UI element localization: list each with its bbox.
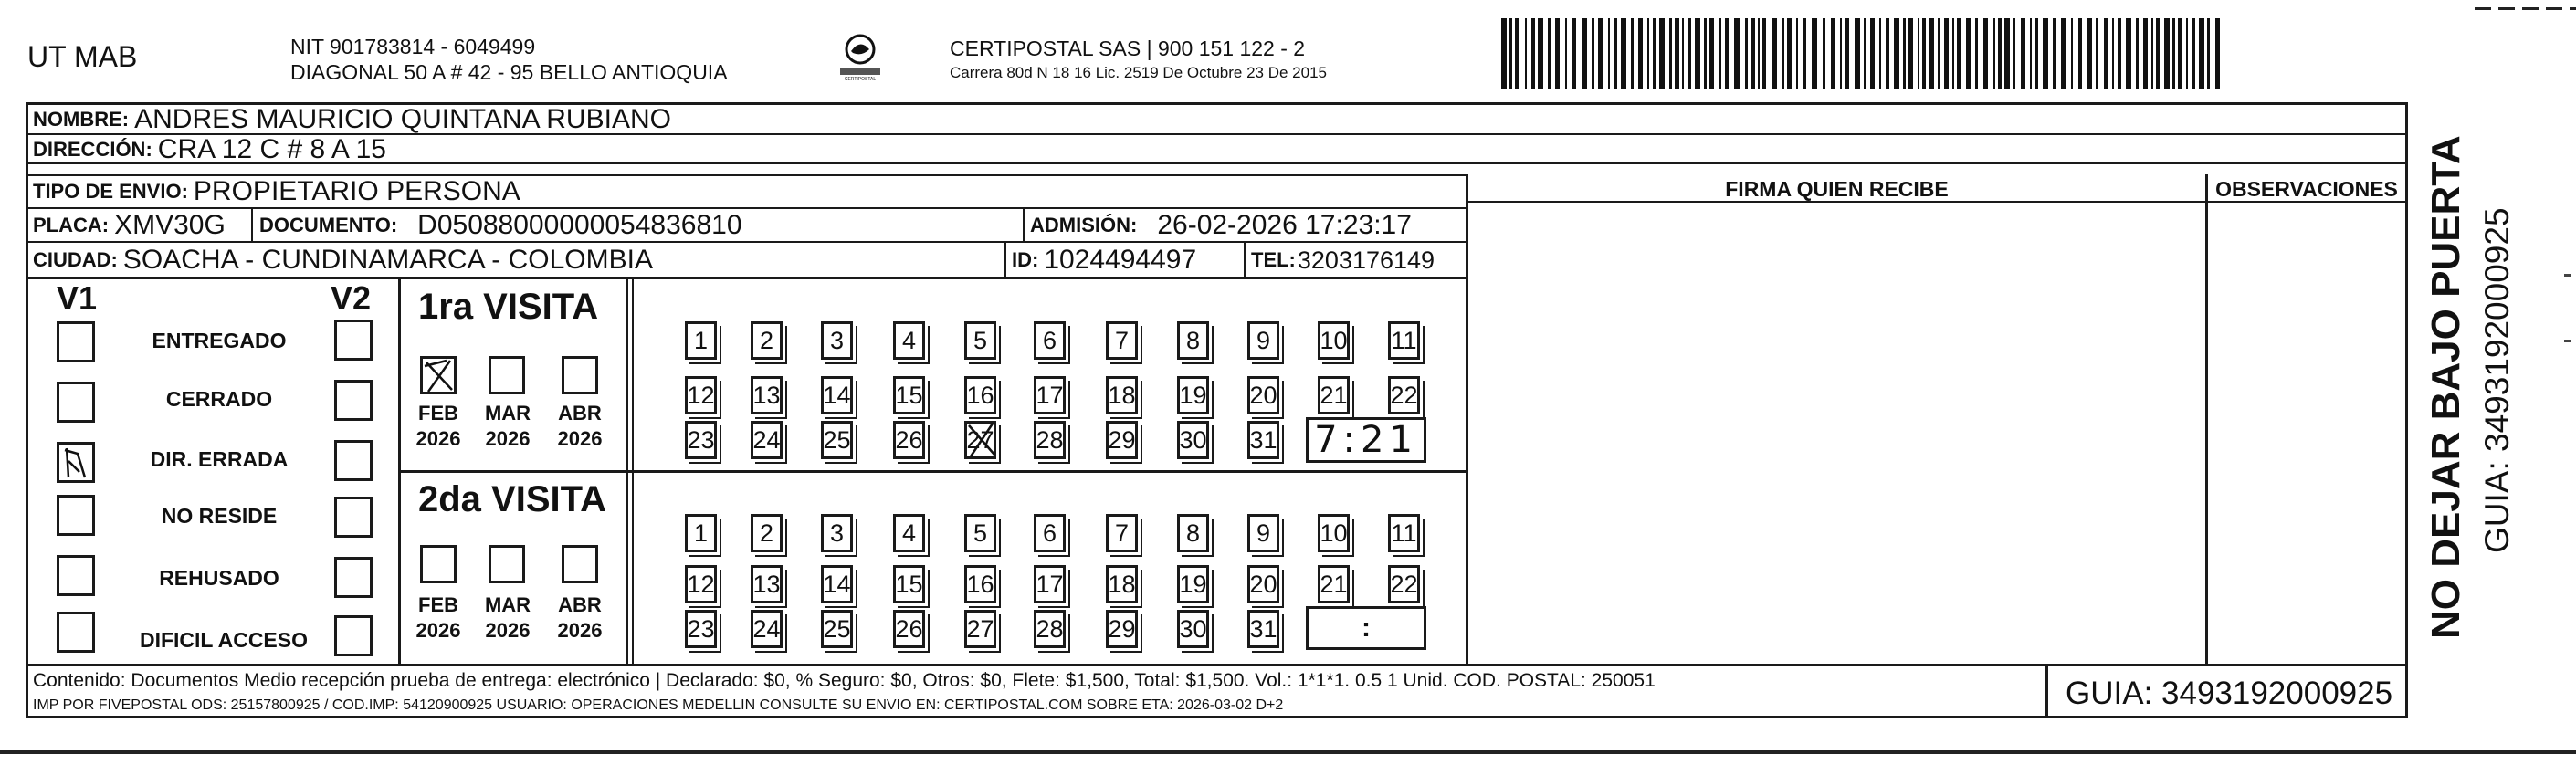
barcode-bar: [2151, 18, 2153, 89]
visit1-day-box-19[interactable]: 19: [1177, 376, 1209, 414]
barcode-bar: [1582, 18, 1587, 89]
v1-month-label-abr: ABR: [558, 402, 602, 424]
tel-label: TEL:: [1251, 248, 1296, 271]
visit2-day-box-3[interactable]: 3: [821, 514, 853, 552]
barcode-bar: [1653, 18, 1656, 89]
visit1-day-box-15[interactable]: 15: [893, 376, 925, 414]
v2-header: V2: [331, 279, 372, 317]
visit1-day-box-22[interactable]: 22: [1388, 376, 1420, 414]
barcode-bar: [2078, 18, 2082, 89]
edge-mark: [2564, 274, 2571, 277]
logo-text: CERTIPOSTAL: [844, 77, 877, 82]
visit2-day-box-29[interactable]: 29: [1106, 610, 1138, 648]
visit1-day-box-30[interactable]: 30: [1177, 421, 1209, 459]
visit2-day-box-10[interactable]: 10: [1318, 514, 1350, 552]
v2-month-label-mar: MAR: [484, 593, 531, 616]
barcode-bar: [1555, 18, 1560, 89]
barcode-bar: [1659, 18, 1665, 89]
visit1-day-box-16[interactable]: 16: [964, 376, 996, 414]
company-address: DIAGONAL 50 A # 42 - 95 BELLO ANTIOQUIA: [290, 60, 728, 84]
visit1-day-box-4[interactable]: 4: [893, 321, 925, 360]
v2-checkbox-cerrado[interactable]: [334, 380, 373, 421]
barcode-bar: [1621, 18, 1626, 89]
barcode-bar: [1918, 18, 1919, 89]
edge-mark-2: [2564, 340, 2571, 342]
address-label: DIRECCIÓN:: [33, 138, 152, 161]
barcode-bar: [1966, 18, 1971, 89]
barcode-bar: [1787, 18, 1792, 89]
admission-label: ADMISIÓN:: [1030, 213, 1138, 236]
barcode-bar: [2143, 18, 2148, 89]
side-guide-number: GUIA: 3493192000925: [2478, 207, 2516, 553]
handwritten-x-mark: [963, 420, 1000, 460]
barcode-bar: [1565, 18, 1567, 89]
plate-value: XMV30G: [114, 209, 226, 240]
barcode-bar: [1501, 18, 1507, 89]
barcode-bar: [1608, 18, 1610, 89]
visit2-day-box-2[interactable]: 2: [751, 514, 783, 552]
barcode-bar: [1709, 18, 1714, 89]
visit2-day-box-6[interactable]: 6: [1034, 514, 1066, 552]
visit2-day-box-22[interactable]: 22: [1388, 565, 1420, 603]
plate-label: PLACA:: [33, 213, 110, 236]
visit2-day-box-11[interactable]: 11: [1388, 514, 1420, 552]
document-cell: [259, 208, 742, 242]
shipment-row: [33, 175, 520, 208]
city-label: CIUDAD:: [33, 248, 118, 271]
visit1-day-box-23[interactable]: 23: [685, 421, 717, 459]
status-label-rehusado: REHUSADO: [159, 566, 279, 590]
handwritten-x-mark: [423, 359, 456, 393]
handwritten-check-mark: [59, 445, 92, 481]
city-value: SOACHA - CUNDINAMARCA - COLOMBIA: [122, 245, 653, 275]
barcode-bar: [1922, 18, 1926, 89]
carrier-license: Carrera 80d N 18 16 Lic. 2519 De Octubre 23 De 2015: [950, 64, 1327, 81]
barcode-bar: [1614, 18, 1617, 89]
visit2-day-box-25[interactable]: 25: [821, 610, 853, 648]
visit1-day-box-28[interactable]: 28: [1034, 421, 1066, 459]
barcode-bar: [1682, 18, 1684, 89]
barcode-bar: [2021, 18, 2025, 89]
visit2-day-box-28[interactable]: 28: [1034, 610, 1066, 648]
visit2-day-box-27[interactable]: 27: [964, 610, 996, 648]
barcode-bar: [2013, 18, 2015, 89]
signature-header: FIRMA QUIEN RECIBE: [1725, 177, 1949, 201]
visit1-day-box-18[interactable]: 18: [1106, 376, 1138, 414]
barcode-bar: [1762, 18, 1766, 89]
barcode-bar: [1572, 18, 1576, 89]
barcode-bar: [1908, 18, 1913, 89]
recipient-name: ANDRES MAURICIO QUINTANA RUBIANO: [134, 104, 671, 134]
address-row: [33, 135, 386, 164]
v1-year-mar: 2026: [485, 427, 531, 450]
v1-checkbox-cerrado[interactable]: [57, 382, 95, 423]
visit1-day-box-21[interactable]: 21: [1318, 376, 1350, 414]
footer-guide-number: GUIA: 3493192000925: [2066, 676, 2393, 711]
visit1-day-box-14[interactable]: 14: [821, 376, 853, 414]
barcode-bar: [1983, 18, 1988, 89]
barcode-bar: [1695, 18, 1700, 89]
barcode-bar: [1548, 18, 1551, 89]
v1-header: V1: [57, 279, 98, 317]
v1-checkbox-entregado[interactable]: [57, 321, 95, 362]
visit2-day-box-4[interactable]: 4: [893, 514, 925, 552]
barcode-bar: [1675, 18, 1679, 89]
visit1-day-box-8[interactable]: 8: [1177, 321, 1209, 360]
barcode-bar: [2004, 18, 2010, 89]
barcode-bar: [1719, 18, 1721, 89]
barcode-bar: [1772, 18, 1777, 89]
v2-month-box-feb[interactable]: [420, 545, 457, 583]
v2-year-abr: 2026: [557, 619, 603, 642]
barcode-bar: [1998, 18, 2002, 89]
v2-year-mar: 2026: [485, 619, 531, 642]
company-nit: NIT 901783814 - 6049499: [290, 35, 536, 58]
barcode-bar: [1751, 18, 1755, 89]
visit2-day-box-21[interactable]: 21: [1318, 565, 1350, 603]
v2-month-label-feb: FEB: [418, 593, 458, 616]
v1-month-box-feb[interactable]: [420, 356, 457, 394]
status-label-dir-errada: DIR. ERRADA: [150, 447, 289, 471]
barcode-bar: [2126, 18, 2131, 89]
visit1-day-box-27[interactable]: 27: [964, 421, 996, 459]
v2-checkbox-no-reside[interactable]: [334, 497, 373, 538]
visit-1-title: 1ra VISITA: [418, 287, 599, 327]
observations-area[interactable]: [2208, 203, 2405, 664]
barcode-bar: [2156, 18, 2160, 89]
barcode-bar: [1812, 18, 1817, 89]
status-label-no-reside: NO RESIDE: [161, 504, 278, 528]
tel-value: 3203176149: [1297, 246, 1435, 274]
v1-year-abr: 2026: [557, 427, 603, 450]
certipostal-logo: [833, 31, 888, 82]
admission-cell: [1030, 208, 1412, 242]
visit2-day-box-13[interactable]: 13: [751, 565, 783, 603]
barcode-bar: [1688, 18, 1691, 89]
admission-value: 26-02-2026 17:23:17: [1157, 209, 1412, 240]
barcode-bar: [1631, 18, 1634, 89]
barcode-bar: [2118, 18, 2121, 89]
v1-month-box-mar[interactable]: [489, 356, 525, 394]
visit1-day-box-12[interactable]: 12: [685, 376, 717, 414]
imp-line: IMP POR FIVEPOSTAL ODS: 25157800925 / COD.IMP: 54120900925 USUARIO: OPERACIONES MEDELLIN CONSULTE SU ENVIO EN: CERTIPOSTAL.COM SOBRE ETA: 2026-03-02 D+2: [33, 697, 1284, 713]
visit2-day-box-9[interactable]: 9: [1247, 514, 1279, 552]
barcode-bar: [1864, 18, 1866, 89]
barcode: [1501, 18, 2232, 91]
status-label-dificil-acceso: DIFICIL ACCESO: [139, 628, 308, 652]
barcode-bar: [2192, 18, 2195, 89]
barcode-bar: [1957, 18, 1961, 89]
v1-month-label-feb: FEB: [418, 402, 458, 424]
barcode-bar: [2186, 18, 2188, 89]
barcode-bar: [1845, 18, 1849, 89]
content-line: Contenido: Documentos Medio recepción prueba de entrega: electrónico | Declarado: $0, % Seguro: $0, Otros: $0, Flete: $1,500, Total: $1,500. Vol.: 1*1*1. 0.5 1 Unid. COD. POSTAL: 250051: [33, 670, 1656, 691]
visit1-day-box-20[interactable]: 20: [1247, 376, 1279, 414]
barcode-bar: [1647, 18, 1649, 89]
barcode-bar: [1944, 18, 1949, 89]
barcode-bar: [1758, 18, 1760, 89]
barcode-bar: [1952, 18, 1954, 89]
barcode-bar: [2087, 18, 2092, 89]
visit2-day-box-14[interactable]: 14: [821, 565, 853, 603]
visit2-day-box-7[interactable]: 7: [1106, 514, 1138, 552]
barcode-graphic: [1501, 18, 2232, 91]
visit2-day-box-1[interactable]: 1: [685, 514, 717, 552]
barcode-bar: [2071, 18, 2073, 89]
visit1-day-box-24[interactable]: 24: [751, 421, 783, 459]
shipment-label: TIPO DE ENVIO:: [33, 180, 188, 203]
barcode-bar: [1598, 18, 1603, 89]
v2-checkbox-entregado[interactable]: [334, 320, 373, 361]
barcode-bar: [1509, 18, 1512, 89]
barcode-bar: [1938, 18, 1940, 89]
v1-time-box[interactable]: 7:21: [1306, 417, 1426, 463]
id-cell: [1012, 243, 1196, 278]
barcode-bar: [2136, 18, 2139, 89]
barcode-bar: [1879, 18, 1881, 89]
visit2-day-box-26[interactable]: 26: [893, 610, 925, 648]
barcode-bar: [1929, 18, 1934, 89]
v1-checkbox-dir-errada[interactable]: [57, 442, 95, 483]
barcode-bar: [1725, 18, 1729, 89]
visit2-day-box-23[interactable]: 23: [685, 610, 717, 648]
visit2-day-box-30[interactable]: 30: [1177, 610, 1209, 648]
barcode-bar: [2035, 18, 2038, 89]
name-row: [33, 104, 671, 135]
barcode-bar: [1515, 18, 1519, 89]
visit1-day-box-11[interactable]: 11: [1388, 321, 1420, 360]
bottom-rule: [0, 750, 2576, 754]
v2-checkbox-dificil-acceso[interactable]: [334, 615, 373, 656]
logo-mark: [833, 31, 888, 82]
status-label-entregado: ENTREGADO: [152, 329, 287, 352]
barcode-bar: [1855, 18, 1860, 89]
v2-time-box[interactable]: :: [1306, 606, 1426, 650]
barcode-bar: [1669, 18, 1672, 89]
v1-month-box-abr[interactable]: [562, 356, 598, 394]
visit2-day-box-19[interactable]: 19: [1177, 565, 1209, 603]
visit1-day-box-1[interactable]: 1: [685, 321, 717, 360]
status-label-cerrado: CERRADO: [165, 387, 273, 411]
barcode-bar: [2207, 18, 2210, 89]
barcode-bar: [2043, 18, 2048, 89]
visit1-day-box-6[interactable]: 6: [1034, 321, 1066, 360]
barcode-bar: [2030, 18, 2032, 89]
visit1-day-box-25[interactable]: 25: [821, 421, 853, 459]
barcode-bar: [1734, 18, 1740, 89]
barcode-bar: [2199, 18, 2204, 89]
visit2-day-box-5[interactable]: 5: [964, 514, 996, 552]
id-label: ID:: [1012, 248, 1039, 271]
visit-2-title: 2da VISITA: [418, 479, 606, 519]
barcode-bar: [1638, 18, 1643, 89]
barcode-bar: [1831, 18, 1835, 89]
visit2-day-box-12[interactable]: 12: [685, 565, 717, 603]
v1-year-feb: 2026: [415, 427, 461, 450]
visit2-day-box-31[interactable]: 31: [1247, 610, 1279, 648]
v2-year-feb: 2026: [415, 619, 461, 642]
barcode-bar: [1704, 18, 1707, 89]
barcode-bar: [1840, 18, 1842, 89]
v1-month-label-mar: MAR: [484, 402, 531, 424]
visit2-day-box-15[interactable]: 15: [893, 565, 925, 603]
barcode-bar: [2104, 18, 2108, 89]
tel-cell: [1251, 243, 1435, 278]
city-cell: [33, 243, 653, 278]
visit2-day-box-18[interactable]: 18: [1106, 565, 1138, 603]
barcode-bar: [1592, 18, 1594, 89]
barcode-bar: [1823, 18, 1825, 89]
visit1-day-box-9[interactable]: 9: [1247, 321, 1279, 360]
barcode-bar: [1894, 18, 1899, 89]
no-dejar-bajo-puerta-warning: NO DEJAR BAJO PUERTA: [2424, 135, 2468, 639]
visit1-day-box-31[interactable]: 31: [1247, 421, 1279, 459]
v2-checkbox-dir-errada[interactable]: [334, 440, 373, 481]
barcode-bar: [2164, 18, 2170, 89]
visit2-day-box-20[interactable]: 20: [1247, 565, 1279, 603]
name-label: NOMBRE:: [33, 108, 130, 131]
visit2-day-box-8[interactable]: 8: [1177, 514, 1209, 552]
barcode-bar: [2061, 18, 2066, 89]
barcode-bar: [2053, 18, 2056, 89]
corner-dashes: [2475, 7, 2576, 10]
visit2-day-box-24[interactable]: 24: [751, 610, 783, 648]
barcode-bar: [2215, 18, 2220, 89]
barcode-bar: [2178, 18, 2182, 89]
v1-checkbox-rehusado[interactable]: [57, 555, 95, 596]
company-name: UT MAB: [27, 40, 138, 73]
shipment-type: PROPIETARIO PERSONA: [193, 176, 520, 206]
visit1-day-box-7[interactable]: 7: [1106, 321, 1138, 360]
document-value: D05088000000054836810: [417, 209, 742, 240]
visit2-day-box-16[interactable]: 16: [964, 565, 996, 603]
visit1-day-box-17[interactable]: 17: [1034, 376, 1066, 414]
visit1-day-box-10[interactable]: 10: [1318, 321, 1350, 360]
barcode-bar: [1782, 18, 1784, 89]
barcode-bar: [1531, 18, 1535, 89]
id-value: 1024494497: [1044, 245, 1197, 275]
plate-cell: [33, 208, 226, 242]
barcode-bar: [1993, 18, 1995, 89]
visit1-day-box-26[interactable]: 26: [893, 421, 925, 459]
barcode-bar: [1870, 18, 1875, 89]
document-label: DOCUMENTO:: [259, 213, 398, 236]
recipient-address: CRA 12 C # 8 A 15: [157, 134, 386, 164]
v2-checkbox-rehusado[interactable]: [334, 557, 373, 598]
visit2-day-box-17[interactable]: 17: [1034, 565, 1066, 603]
barcode-bar: [2096, 18, 2098, 89]
v1-checkbox-no-reside[interactable]: [57, 495, 95, 536]
barcode-bar: [1886, 18, 1889, 89]
carrier-name: CERTIPOSTAL SAS | 900 151 122 - 2: [950, 37, 1306, 60]
barcode-bar: [2172, 18, 2175, 89]
barcode-bar: [1796, 18, 1798, 89]
visit1-day-box-13[interactable]: 13: [751, 376, 783, 414]
signature-area[interactable]: [1468, 203, 2205, 664]
barcode-bar: [1745, 18, 1748, 89]
v1-checkbox-dificil-acceso[interactable]: [57, 612, 95, 653]
barcode-bar: [2112, 18, 2114, 89]
visit1-day-box-3[interactable]: 3: [821, 321, 853, 360]
observations-header: OBSERVACIONES: [2215, 177, 2398, 201]
v2-month-box-abr[interactable]: [562, 545, 598, 583]
visit1-day-box-2[interactable]: 2: [751, 321, 783, 360]
barcode-bar: [1538, 18, 1543, 89]
visit1-day-box-29[interactable]: 29: [1106, 421, 1138, 459]
barcode-bar: [1803, 18, 1806, 89]
v2-month-box-mar[interactable]: [489, 545, 525, 583]
barcode-bar: [1525, 18, 1527, 89]
v2-month-label-abr: ABR: [558, 593, 602, 616]
barcode-bar: [1975, 18, 1978, 89]
barcode-bar: [1903, 18, 1906, 89]
visit1-day-box-5[interactable]: 5: [964, 321, 996, 360]
